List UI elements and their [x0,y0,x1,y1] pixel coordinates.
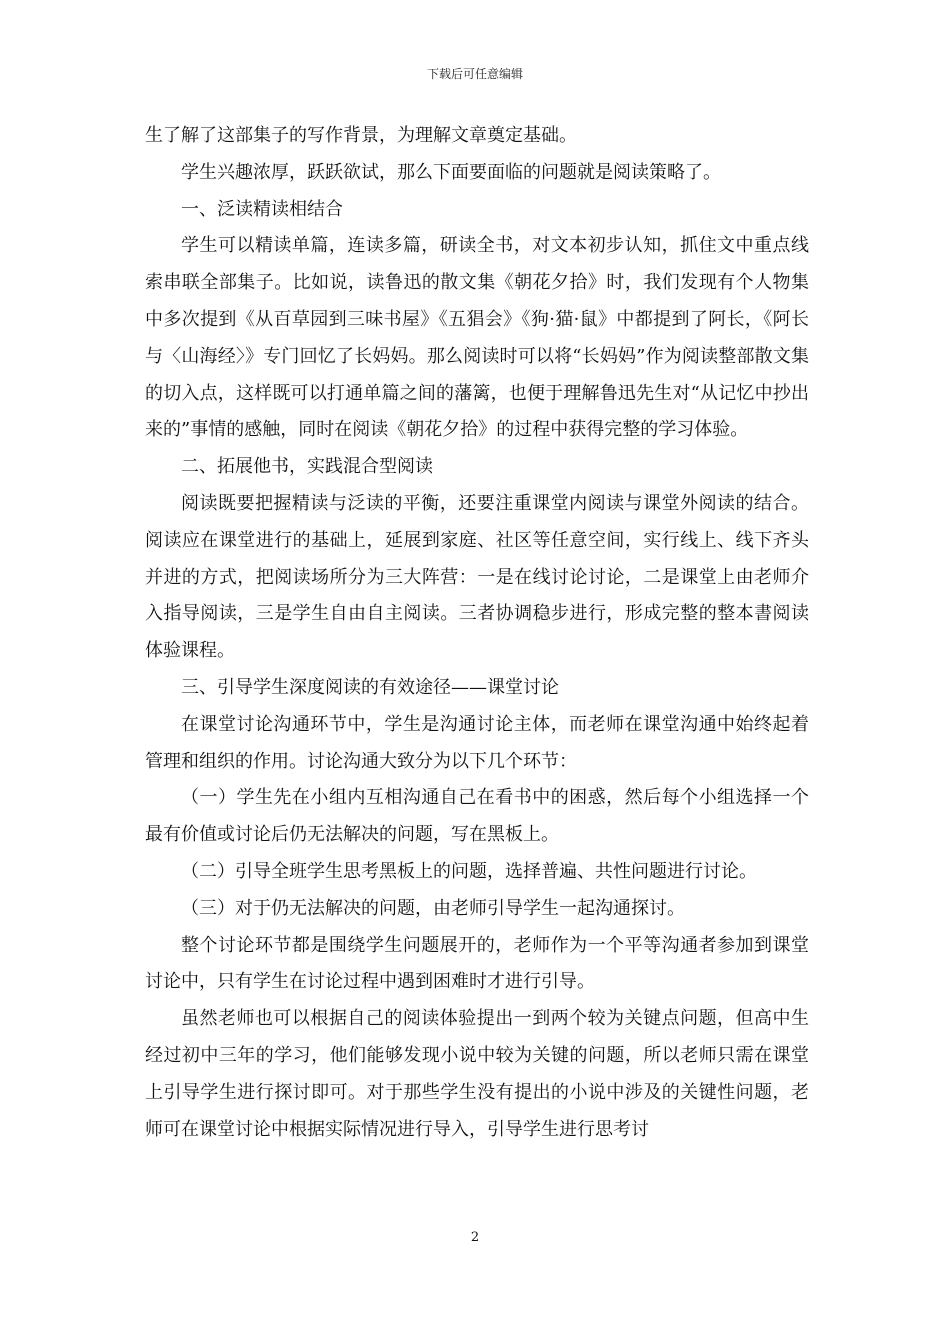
list-item: （二）引导全班学生思考黑板上的问题，选择普遍、共性问题进行讨论。 [181,860,757,882]
paragraph: 生了解了这部集子的写作背景，为理解文章奠定基础。 [145,125,577,146]
paragraph: 学生兴趣浓厚，跃跃欲试，那么下面要面临的问题就是阅读策略了。 [181,161,721,183]
paragraph: 阅读既要把握精读与泛读的平衡，还要注重课堂内阅读与课堂外阅读的结合。阅读应在课堂进行的基础上，延展到家庭、社区等任意空间，实行线上、线下齐头并进的方式，把阅读场所分为三大阵营：一是在线讨论讨论，二是课堂上由老师介入指导阅读，三是学生自由自主阅读。三者协调稳步进行，形成完整的整本書阅读体验课程。 [145,492,809,662]
page-header: 下载后可任意编辑 [426,67,523,81]
page-number: 2 [470,1230,480,1245]
list-item: （三）对于仍无法解决的问题，由老师引导学生一起沟通探讨。 [181,897,685,919]
paragraph: 整个讨论环节都是围绕学生问题展开的，老师作为一个平等沟通者参加到课堂讨论中，只有学生在讨论过程中遇到困难时才进行引导。 [145,934,809,993]
list-item: （一）学生先在小组内互相沟通自己在看书中的困惑，然后每个小组选择一个最有价值或讨论后仍无法解决的问题，写在黑板上。 [145,787,809,846]
paragraph: 学生可以精读单篇，连读多篇，研读全书，对文本初步认知，抓住文中重点线索串联全部集子。比如说，读鲁迅的散文集《朝花夕拾》时，我们发现有个人物集中多次提到《从百草园到三味书屋》《五猖会》《狗·猫·鼠》中都提到了阿长，《阿长与〈山海经〉》专门回忆了长妈妈。那么阅读时可以将“长妈妈”作为阅读整部散文集的切入点，这样既可以打通单篇之间的藩篱，也便于理解鲁迅先生对“从记忆中抄出来的”事情的感触，同时在阅读《朝花夕拾》的过程中获得完整的学习体验。 [145,235,809,441]
paragraph: 虽然老师也可以根据自己的阅读体验提出一到两个较为关键点问题，但高中生经过初中三年的学习，他们能够发现小说中较为关键的问题，所以老师只需在课堂上引导学生进行探讨即可。对于那些学生没有提出的小说中涉及的关键性问题，老师可在课堂讨论中根据实际情况进行导入，引导学生进行思考讨 [145,1008,809,1140]
section-heading: 二、拓展他书，实践混合型阅读 [181,456,433,478]
body-text [145,118,809,1148]
section-heading: 一、泛读精读相结合 [181,198,343,220]
paragraph: 在课堂讨论沟通环节中，学生是沟通讨论主体，而老师在课堂沟通中始终起着管理和组织的作用。讨论沟通大致分为以下几个环节： [145,713,809,772]
section-heading: 三、引导学生深度阅读的有效途径——课堂讨论 [181,676,559,698]
